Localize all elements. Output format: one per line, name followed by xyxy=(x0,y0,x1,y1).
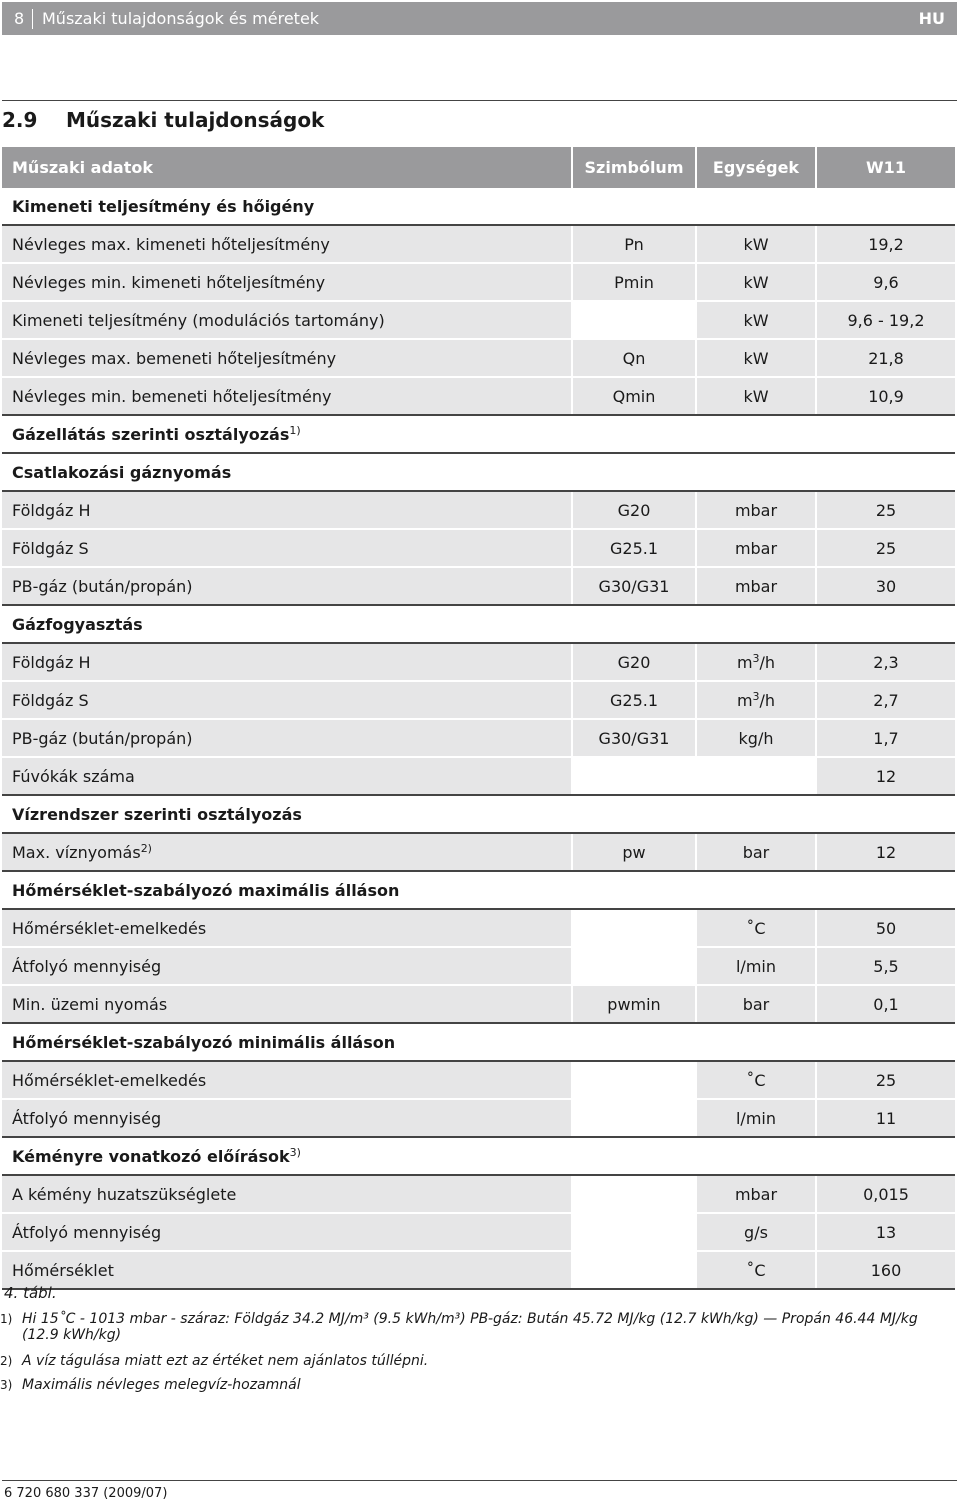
cell-symbol xyxy=(572,1251,696,1289)
row-label: Fúvókák száma xyxy=(12,766,135,786)
group-row xyxy=(2,605,955,643)
cell-label xyxy=(2,1099,572,1137)
cell-symbol: pwmin xyxy=(572,985,696,1023)
cell-symbol xyxy=(572,1213,696,1251)
footnote-3 xyxy=(0,1377,950,1393)
unit-text: kW xyxy=(743,234,769,254)
group-heading xyxy=(2,605,955,643)
footnote-text: Maximális névleges melegvíz-hozamnál xyxy=(22,1377,301,1393)
group-heading xyxy=(2,1137,955,1175)
cell-symbol: G25.1 xyxy=(572,681,696,719)
unit-text: mbar xyxy=(734,500,778,520)
cell-value: 1,7 xyxy=(816,719,955,757)
cell-symbol xyxy=(572,757,696,795)
footnote-ref: 3) xyxy=(289,1146,301,1159)
unit-text: bar xyxy=(742,994,770,1014)
col-header-symbol: Szimbólum xyxy=(572,147,696,188)
group-heading xyxy=(2,1023,955,1061)
cell-symbol: Pn xyxy=(572,225,696,263)
group-label: Hőmérséklet-szabályozó minimális álláson xyxy=(12,1032,396,1052)
row-label: Földgáz H xyxy=(12,500,91,520)
cell-unit xyxy=(696,1251,816,1289)
row-label: Földgáz S xyxy=(12,538,89,558)
cell-symbol xyxy=(572,947,696,985)
cell-value: 9,6 - 19,2 xyxy=(816,301,955,339)
cell-value: 10,9 xyxy=(816,377,955,415)
spec-table xyxy=(2,147,955,1290)
group-heading xyxy=(2,871,955,909)
row-label: Hőmérséklet xyxy=(12,1260,114,1280)
cell-label xyxy=(2,529,572,567)
unit-text: mbar xyxy=(734,1184,778,1204)
cell-label xyxy=(2,1213,572,1251)
row-label: PB-gáz (bután/propán) xyxy=(12,728,193,748)
page-header-bar xyxy=(2,2,957,35)
cell-label xyxy=(2,263,572,301)
cell-value: 50 xyxy=(816,909,955,947)
cell-unit xyxy=(696,833,816,871)
cell-label xyxy=(2,757,572,795)
table-row xyxy=(2,1175,955,1213)
unit-text: ˚C xyxy=(746,918,766,938)
cell-unit xyxy=(696,985,816,1023)
cell-symbol xyxy=(572,1099,696,1137)
cell-unit xyxy=(696,1213,816,1251)
cell-unit xyxy=(696,225,816,263)
footnote-ref: 2) xyxy=(140,842,152,855)
group-row xyxy=(2,1023,955,1061)
unit-text: ˚C xyxy=(746,1260,766,1280)
cell-label xyxy=(2,681,572,719)
group-heading xyxy=(2,415,955,453)
table-row xyxy=(2,1251,955,1289)
cell-symbol: Qmin xyxy=(572,377,696,415)
cell-symbol: G20 xyxy=(572,491,696,529)
row-label: Hőmérséklet-emelkedés xyxy=(12,918,207,938)
unit-tail: /h xyxy=(759,691,776,710)
table-row xyxy=(2,643,955,681)
cell-label xyxy=(2,985,572,1023)
cell-unit xyxy=(696,681,816,719)
col-header-unit: Egységek xyxy=(696,147,816,188)
header-separator xyxy=(32,9,33,29)
group-label: Hőmérséklet-szabályozó maximális álláson xyxy=(12,880,400,900)
cell-symbol xyxy=(572,301,696,339)
unit-text: kW xyxy=(743,310,769,330)
col-header-value: W11 xyxy=(816,147,955,188)
section-title-text: Műszaki tulajdonságok xyxy=(66,108,325,132)
unit-text: mbar xyxy=(734,538,778,558)
cell-label xyxy=(2,491,572,529)
group-label: Gázfogyasztás xyxy=(12,614,143,634)
cell-unit xyxy=(696,301,816,339)
cell-value: 0,015 xyxy=(816,1175,955,1213)
group-heading xyxy=(2,188,955,225)
cell-label xyxy=(2,1251,572,1289)
section-number: 2.9 xyxy=(2,108,38,132)
table-row xyxy=(2,681,955,719)
cell-unit xyxy=(696,643,816,681)
footnote-ref: 1) xyxy=(289,424,301,437)
cell-unit xyxy=(696,1061,816,1099)
cell-unit xyxy=(696,909,816,947)
unit-text: mbar xyxy=(734,576,778,596)
group-row xyxy=(2,188,955,225)
table-row xyxy=(2,985,955,1023)
row-label: Névleges min. kimeneti hőteljesítmény xyxy=(12,272,326,292)
group-row xyxy=(2,795,955,833)
unit-text: kW xyxy=(743,272,769,292)
cell-symbol: pw xyxy=(572,833,696,871)
cell-value: 25 xyxy=(816,529,955,567)
row-label: A kémény huzatszükséglete xyxy=(12,1184,237,1204)
header-title: Műszaki tulajdonságok és méretek xyxy=(42,9,320,28)
unit-tail: /h xyxy=(759,653,776,672)
group-heading xyxy=(2,795,955,833)
table-row xyxy=(2,833,955,871)
table-row xyxy=(2,1099,955,1137)
group-row xyxy=(2,1137,955,1175)
cell-value: 21,8 xyxy=(816,339,955,377)
unit-text: g/s xyxy=(744,1222,768,1242)
language-code: HU xyxy=(918,9,945,28)
row-label: Átfolyó mennyiség xyxy=(12,956,162,976)
table-caption: 4. tábl. xyxy=(4,1284,57,1302)
row-label: Hőmérséklet-emelkedés xyxy=(12,1070,207,1090)
cell-value: 160 xyxy=(816,1251,955,1289)
unit-text: ˚C xyxy=(746,1070,766,1090)
group-row xyxy=(2,453,955,491)
footnote-2 xyxy=(0,1353,950,1369)
cell-unit xyxy=(696,529,816,567)
unit-text: m xyxy=(736,691,753,710)
cell-label xyxy=(2,643,572,681)
row-label: Földgáz S xyxy=(12,690,89,710)
cell-symbol: G30/G31 xyxy=(572,567,696,605)
cell-label xyxy=(2,719,572,757)
cell-value: 0,1 xyxy=(816,985,955,1023)
unit-text: m xyxy=(736,653,753,672)
cell-symbol: G25.1 xyxy=(572,529,696,567)
row-label: PB-gáz (bután/propán) xyxy=(12,576,193,596)
table-row xyxy=(2,225,955,263)
row-label: Max. víznyomás xyxy=(12,843,141,862)
table-row xyxy=(2,567,955,605)
cell-symbol xyxy=(572,909,696,947)
table-row xyxy=(2,719,955,757)
cell-unit xyxy=(696,491,816,529)
table-header-row xyxy=(2,147,955,188)
cell-unit xyxy=(696,1099,816,1137)
table-row xyxy=(2,1061,955,1099)
table-row xyxy=(2,529,955,567)
cell-value: 2,7 xyxy=(816,681,955,719)
cell-symbol: Pmin xyxy=(572,263,696,301)
cell-label xyxy=(2,1061,572,1099)
cell-unit xyxy=(696,947,816,985)
unit-exponent: 3 xyxy=(752,652,760,665)
table-row xyxy=(2,491,955,529)
cell-symbol xyxy=(572,1061,696,1099)
footer-rule xyxy=(2,1480,957,1481)
unit-text: l/min xyxy=(735,1108,776,1128)
table-row xyxy=(2,301,955,339)
cell-unit xyxy=(696,377,816,415)
table-body xyxy=(2,188,955,1289)
cell-label xyxy=(2,909,572,947)
group-row xyxy=(2,871,955,909)
cell-symbol: G20 xyxy=(572,643,696,681)
footnote-text: Hi 15˚C - 1013 mbar - száraz: Földgáz 34.2 MJ/m³ (9.5 kWh/m³) PB-gáz: Bután 45.72 MJ/kg (12.7 kWh/kg) — Propán 46.44 MJ/kg xyxy=(22,1311,918,1327)
unit-text: bar xyxy=(742,842,770,862)
cell-symbol: G30/G31 xyxy=(572,719,696,757)
cell-label xyxy=(2,1175,572,1213)
cell-symbol xyxy=(572,1175,696,1213)
group-label: Csatlakozási gáznyomás xyxy=(12,462,232,482)
cell-value: 12 xyxy=(816,757,955,795)
table-row xyxy=(2,1213,955,1251)
footnote-text-cont: (12.9 kWh/kg) xyxy=(22,1327,122,1343)
row-label: Átfolyó mennyiség xyxy=(12,1108,162,1128)
row-label: Földgáz H xyxy=(12,652,91,672)
cell-label xyxy=(2,947,572,985)
cell-unit xyxy=(696,263,816,301)
group-row xyxy=(2,415,955,453)
cell-value: 11 xyxy=(816,1099,955,1137)
cell-value: 25 xyxy=(816,1061,955,1099)
unit-exponent: 3 xyxy=(752,690,760,703)
cell-value: 2,3 xyxy=(816,643,955,681)
section-title xyxy=(2,108,324,132)
document-id: 6 720 680 337 (2009/07) xyxy=(4,1486,168,1501)
cell-value: 19,2 xyxy=(816,225,955,263)
row-label: Névleges max. kimeneti hőteljesítmény xyxy=(12,234,330,254)
group-heading xyxy=(2,453,955,491)
row-label: Kimeneti teljesítmény (modulációs tartomány) xyxy=(12,310,385,330)
cell-unit xyxy=(696,567,816,605)
cell-label xyxy=(2,833,572,871)
cell-value: 12 xyxy=(816,833,955,871)
col-header-data: Műszaki adatok xyxy=(2,147,572,188)
row-label: Névleges min. bemeneti hőteljesítmény xyxy=(12,386,332,406)
cell-value: 5,5 xyxy=(816,947,955,985)
table-row xyxy=(2,377,955,415)
unit-text: kg/h xyxy=(738,728,774,748)
page-number: 8 xyxy=(14,9,25,28)
table-row xyxy=(2,757,955,795)
cell-unit xyxy=(696,1175,816,1213)
unit-text: kW xyxy=(743,348,769,368)
cell-label xyxy=(2,567,572,605)
cell-unit xyxy=(696,719,816,757)
cell-symbol: Qn xyxy=(572,339,696,377)
footnote-mark: 1) xyxy=(0,1312,13,1326)
group-label: Gázellátás szerinti osztályozás xyxy=(12,425,290,444)
cell-value: 9,6 xyxy=(816,263,955,301)
group-label: Vízrendszer szerinti osztályozás xyxy=(12,804,302,824)
footnote-1 xyxy=(0,1311,950,1343)
cell-value: 13 xyxy=(816,1213,955,1251)
footnote-text: A víz tágulása miatt ezt az értéket nem ajánlatos túllépni. xyxy=(22,1353,429,1369)
cell-value: 25 xyxy=(816,491,955,529)
cell-label xyxy=(2,301,572,339)
row-label: Átfolyó mennyiség xyxy=(12,1222,162,1242)
unit-text: l/min xyxy=(735,956,776,976)
cell-label xyxy=(2,377,572,415)
table-row xyxy=(2,947,955,985)
cell-value: 30 xyxy=(816,567,955,605)
footnote-mark: 2) xyxy=(0,1354,13,1368)
cell-unit xyxy=(696,339,816,377)
unit-text: kW xyxy=(743,386,769,406)
group-label: Kimeneti teljesítmény és hőigény xyxy=(12,196,315,216)
section-rule xyxy=(2,100,957,101)
footnote-mark: 3) xyxy=(0,1378,13,1392)
cell-unit xyxy=(696,757,816,795)
table-row xyxy=(2,339,955,377)
row-label: Névleges max. bemeneti hőteljesítmény xyxy=(12,348,337,368)
cell-label xyxy=(2,339,572,377)
cell-label xyxy=(2,225,572,263)
row-label: Min. üzemi nyomás xyxy=(12,994,168,1014)
table-row xyxy=(2,263,955,301)
group-label: Kéményre vonatkozó előírások xyxy=(12,1147,290,1166)
table-row xyxy=(2,909,955,947)
